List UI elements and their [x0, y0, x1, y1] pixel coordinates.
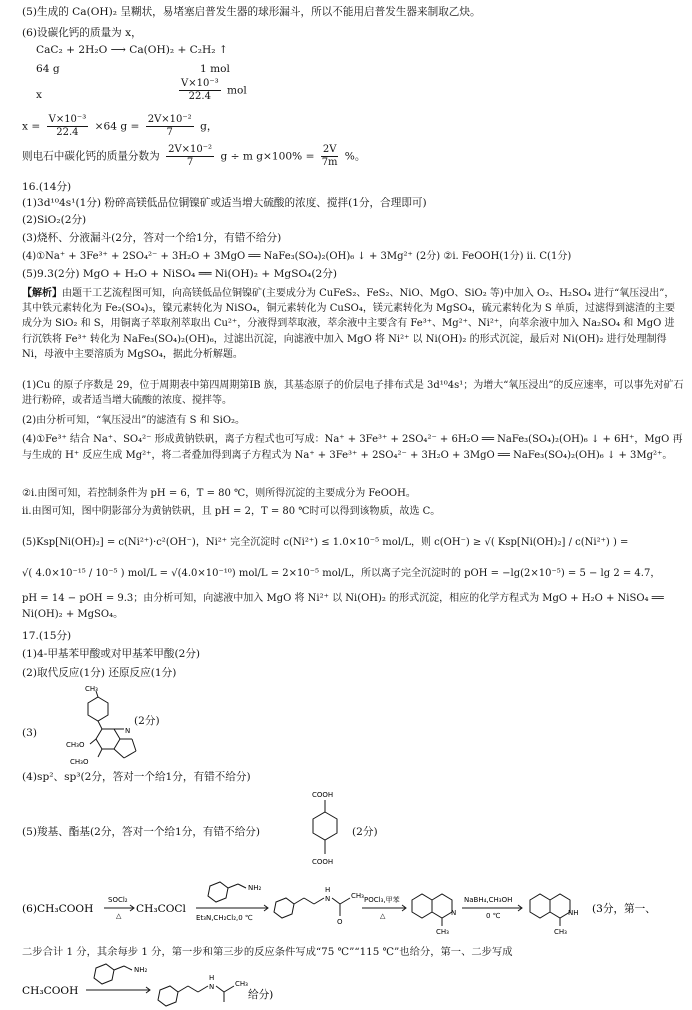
q17-heading: 17.(15分) — [22, 630, 72, 642]
methoxy-label-2: CH₃O — [70, 758, 89, 766]
q17-answer-2: (2)取代反应(1分) 还原反应(1分) — [22, 667, 177, 679]
fraction: $\frac{\text{V×10⁻³}}{22.4}$ — [48, 114, 87, 138]
methoxy-label-1: CH₃O — [66, 741, 85, 749]
fraction: $\frac{\text{V×10⁻³}}{22.4}$ — [181, 78, 219, 102]
step-start: (6)CH₃COOH — [22, 903, 94, 915]
amide-h: H — [325, 886, 331, 894]
q17-route-note: 二步合计 1 分，其余每步 1 分，第一步和第三步的反应条件写成“75 ℃”“115 ℃”也给分，第一、二步写成 — [22, 946, 513, 958]
q15-mass-left: 64 g — [36, 63, 60, 75]
reagent-socl2: SOCl₂ — [108, 896, 128, 904]
q17-answer-3-label: (3) — [22, 727, 38, 739]
fraction: $\frac{2V}{7m}$ — [321, 144, 338, 168]
q15-x-right: $\frac{\text{V×10⁻³}}{22.4}$ mol — [181, 78, 247, 102]
q17-answer-3-points: (2分) — [134, 715, 160, 727]
q16-answer-5: (5)9.3(2分) MgO + H₂O + NiSO₄ ══ Ni(OH)₂ + MgSO₄(2分) — [22, 268, 337, 280]
alternative-route-scheme — [0, 958, 692, 1008]
carboxyl-bottom-label: COOH — [312, 858, 334, 866]
alt-amine-nh2: NH₂ — [134, 966, 148, 974]
q16-explain-4-ii: ②ⅰ.由图可知，若控制条件为 pH = 6，T = 80 ℃，则所得沉淀的主要成分为 FeOOH。 — [22, 488, 416, 499]
thiq-ch3: CH₃ — [554, 928, 567, 936]
q17-answer-4: (4)sp²、sp³(2分，答对一个给1分，有错不给分) — [22, 771, 251, 783]
alt-amide-ch3: CH₃ — [235, 980, 248, 988]
q15-answer-6: (6)设碳化钙的质量为 x， — [22, 27, 142, 39]
synthesis-route-scheme — [0, 878, 692, 936]
fraction: $\frac{\text{2V×10⁻²}}{7}$ — [147, 114, 192, 138]
q17-answer-5-points: (2分) — [352, 826, 378, 838]
q16-answer-3: (3)烧杯、分液漏斗(2分，答对一个给1分，有错不给分) — [22, 232, 282, 244]
alt-amide-n: N — [209, 983, 215, 991]
analysis-tag: 【解析】 — [22, 288, 62, 299]
q15-equation: CaC₂ + 2H₂O ⟶ Ca(OH)₂ + C₂H₂ ↑ — [36, 44, 228, 56]
alt-amide-h: H — [209, 974, 215, 982]
q17-synthesis-route — [0, 878, 692, 936]
carboxyl-top-label: COOH — [312, 791, 334, 799]
amide-o: O — [337, 918, 343, 926]
q17-structure-3 — [58, 682, 168, 782]
q16-answer-2: (2)SiO₂(2分) — [22, 214, 87, 226]
q16-analysis — [22, 286, 684, 378]
q15-answer-5: (5)生成的 Ca(OH)₂ 呈糊状，易堵塞启普发生器的球形漏斗，所以不能用启普发生器来制取乙炔。 — [22, 6, 481, 18]
amine-nh2: NH₂ — [248, 884, 262, 892]
dhiq-ch3: CH₃ — [436, 928, 449, 936]
condition-0c: 0 ℃ — [486, 912, 501, 920]
q17-answer-5: (5)羧基、酯基(2分，答对一个给1分，有错不给分) — [22, 826, 261, 838]
q16-explain-4-iii: ⅱ.由图可知，图中阴影部分为黄钠铁矾，且 pH = 2，T = 80 ℃时可以得到该物质，故选 C。 — [22, 506, 441, 517]
reagent-et3n: Et₃N,CH₂Cl₂,0 ℃ — [196, 914, 253, 922]
condition-heat-1: △ — [116, 912, 122, 920]
reagent-nabh4: NaBH₄,CH₃OH — [464, 896, 513, 904]
q15-x-solution: x = $\frac{\text{V×10⁻³}}{22.4}$ ×64 g = $\frac{\text{2V×10⁻²}}{7}$ g， — [22, 114, 218, 138]
q16-heading: 16.(14分) — [22, 181, 72, 193]
q15-x-left: x — [36, 89, 42, 101]
terephthalic-acid-structure — [296, 786, 356, 878]
alt-start: CH₃COOH — [22, 985, 79, 997]
amide-n: N — [325, 895, 331, 903]
fraction: $\frac{\text{2V×10⁻²}}{7}$ — [168, 144, 213, 168]
route-points: (3分，第一、 — [592, 903, 656, 915]
q16-explain-4: (4)①Fe³⁺ 结合 Na⁺、SO₄²⁻ 形成黄钠铁矾，离子方程式也可写成：Na⁺ + 3Fe³⁺ + 2SO₄²⁻ + 6H₂O ══ NaFe₃(SO₄)₂(OH)₆ ↓ + 6H⁺，MgO 再与生成的 H⁺ 反应生成 Mg²⁺，将二者叠加得到离子方程式为 Na⁺ + 3Fe³⁺ + 2SO₄²⁻ + 3H₂O + 3MgO ══ NaFe₃(SO₄)₂(OH)₆ ↓ + 3Mg²⁺。 — [22, 434, 683, 461]
alt-route-points: 给分) — [248, 989, 274, 1001]
q16-explain-5b: √( 4.0×10⁻¹⁵ / 10⁻⁵ ) mol/L = √(4.0×10⁻¹⁰) mol/L = 2×10⁻⁵ mol/L，所以离子完全沉淀时的 pOH = −lg(2×10⁻⁵) = 5 − lg 2 = 4.7， — [22, 568, 661, 579]
q17-alt-route — [0, 958, 692, 1008]
q16-answer-1: (1)3d¹⁰4s¹(1分) 粉碎高镁低品位铜镍矿或适当增大硫酸的浓度、搅拌(1分，合理即可) — [22, 197, 427, 209]
dihydroisoquinoline-structure — [58, 682, 168, 782]
q16-explain-2: (2)由分析可知，“氧压浸出”的滤渣有 S 和 SiO₂。 — [22, 415, 246, 426]
analysis-text: 由题干工艺流程图可知，向高镁低品位铜镍矿(主要成分为 CuFeS₂、FeS₂、NiO、MgO、SiO₂ 等)中加入 O₂、H₂SO₄ 进行“氧压浸出”，其中铁元素转化为 Fe₂(SO₄)₃，镍元素转化为 NiSO₄，铜元素转化为 CuSO₄，镁元素转化为 MgSO₄，硫元素转化为 S 单质，过滤得到滤渣的主要成分为 SiO₂ 和 S，用铜离子萃取剂萃取出 Cu²⁺，分液得到萃取液，萃余液中主要含有 Fe³⁺、Mg²⁺、Ni²⁺，向萃余液中加入 Na₂SO₄ 和 MgO 进行沉铁将 Fe³⁺ 转化为 NaFe₃(SO₄)₂(OH)₆，过滤出沉淀，向滤液中加入 MgO 将 Ni²⁺ 以 Ni(OH)₂ 的形式沉淀，最后对 Ni(OH)₂ 进行处理制得 Ni，母液中主要溶质为 MgSO₄，据此分析解题。 — [22, 288, 675, 360]
q16-explain-5c: pH = 14 − pOH = 9.3；由分析可知，向滤液中加入 MgO 将 Ni²⁺ 以 Ni(OH)₂ 的形式沉淀，相应的化学方程式为 MgO + H₂O + NiSO₄ ══ Ni(OH)₂ + MgSO₄。 — [22, 593, 664, 620]
condition-heat-2: △ — [380, 912, 386, 920]
q15-mass-fraction: 则电石中碳化钙的质量分数为 $\frac{\text{2V×10⁻²}}{7}$ g ÷ m g×100% = $\frac{2V}{7m}$ %。 — [22, 144, 366, 168]
q16-explain-5a: (5)Ksp[Ni(OH)₂] = c(Ni²⁺)·c²(OH⁻)，Ni²⁺ 完全沉淀时 c(Ni²⁺) ≤ 1.0×10⁻⁵ mol/L，则 c(OH⁻) ≥ √( Ksp[Ni(OH)₂] / c(Ni²⁺) ) = — [22, 537, 629, 548]
dhiq-n: N — [451, 909, 457, 917]
q17-answer-1: (1)4-甲基苯甲酸或对甲基苯甲酸(2分) — [22, 648, 201, 660]
q16-explain-1: (1)Cu 的原子序数是 29，位于周期表中第四周期第ⅠB 族，其基态原子的价层电子排布式是 3d¹⁰4s¹；为增大“氧压浸出”的反应速率，可以事先对矿石进行粉碎，或者适当增大硫酸的浓度、搅拌等。 — [22, 380, 684, 407]
reagent-pocl3: POCl₃,甲苯 — [364, 896, 400, 904]
acyl-chloride: CH₃COCl — [136, 903, 186, 915]
nitrogen-label: N — [125, 727, 131, 735]
amide-ch3: CH₃ — [351, 892, 364, 900]
q15-mass-right: 1 mol — [200, 63, 230, 75]
methyl-label: CH₃ — [85, 685, 98, 693]
thiq-nh: NH — [568, 909, 579, 917]
q16-answer-4: (4)①Na⁺ + 3Fe³⁺ + 2SO₄²⁻ + 3H₂O + 3MgO ══ NaFe₃(SO₄)₂(OH)₆ ↓ + 3Mg²⁺ (2分) ②ⅰ. FeOOH(1分) ⅱ. C(1分) — [22, 251, 572, 262]
q17-structure-5 — [296, 786, 356, 878]
